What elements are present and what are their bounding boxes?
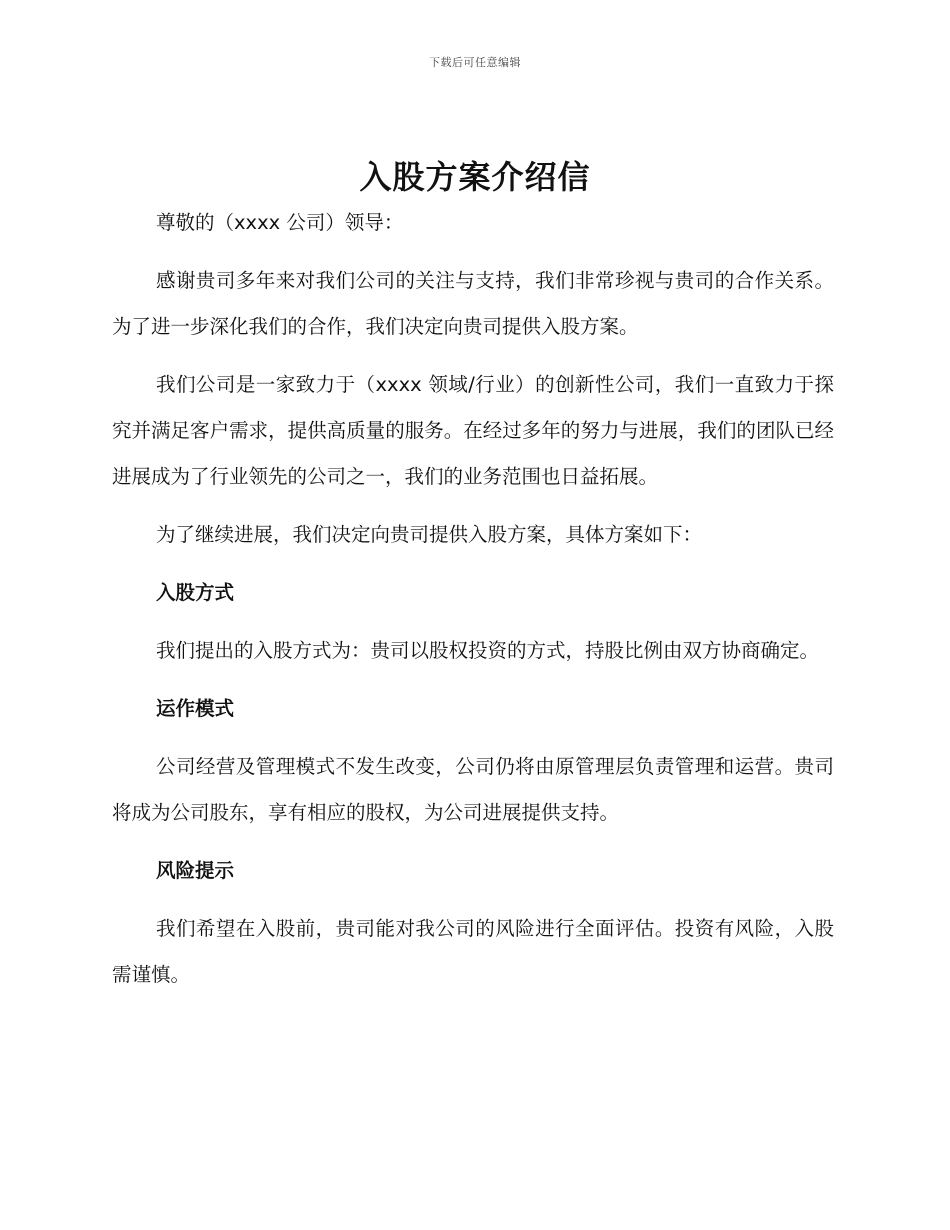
section-text-operation-mode: 公司经营及管理模式不发生改变，公司仍将由原管理层负责管理和运营。贵司将成为公司股东，享有相应的股权，为公司进展提供支持。 xyxy=(112,755,834,824)
section-text-investment-method: 我们提出的入股方式为：贵司以股权投资的方式，持股比例由双方协商确定。 xyxy=(156,639,820,662)
section-heading-investment-method: 入股方式 xyxy=(156,581,235,604)
section-text-risk-notice: 我们希望在入股前，贵司能对我公司的风险进行全面评估。投资有风险，入股需谨慎。 xyxy=(112,917,834,986)
salutation: 尊敬的（xxxx 公司）领导： xyxy=(156,211,404,234)
section-heading-operation-mode: 运作模式 xyxy=(156,697,235,720)
letter-body xyxy=(112,200,834,1010)
paragraph-intro: 感谢贵司多年来对我们公司的关注与支持，我们非常珍视与贵司的合作关系。为了进一步深化我们的合作，我们决定向贵司提供入股方案。 xyxy=(112,269,834,338)
page-title: 入股方案介绍信 xyxy=(359,158,591,196)
section-heading-risk-notice: 风险提示 xyxy=(156,859,235,882)
header-note: 下载后可任意编辑 xyxy=(429,56,521,69)
paragraph-proposal: 为了继续进展，我们决定向贵司提供入股方案，具体方案如下： xyxy=(156,523,703,546)
paragraph-company: 我们公司是一家致力于（xxxx 领域/行业）的创新性公司，我们一直致力于探究并满足客户需求，提供高质量的服务。在经过多年的努力与进展，我们的团队已经进展成为了行业领先的公司之一，我们的业务范围也日益拓展。 xyxy=(112,373,834,488)
